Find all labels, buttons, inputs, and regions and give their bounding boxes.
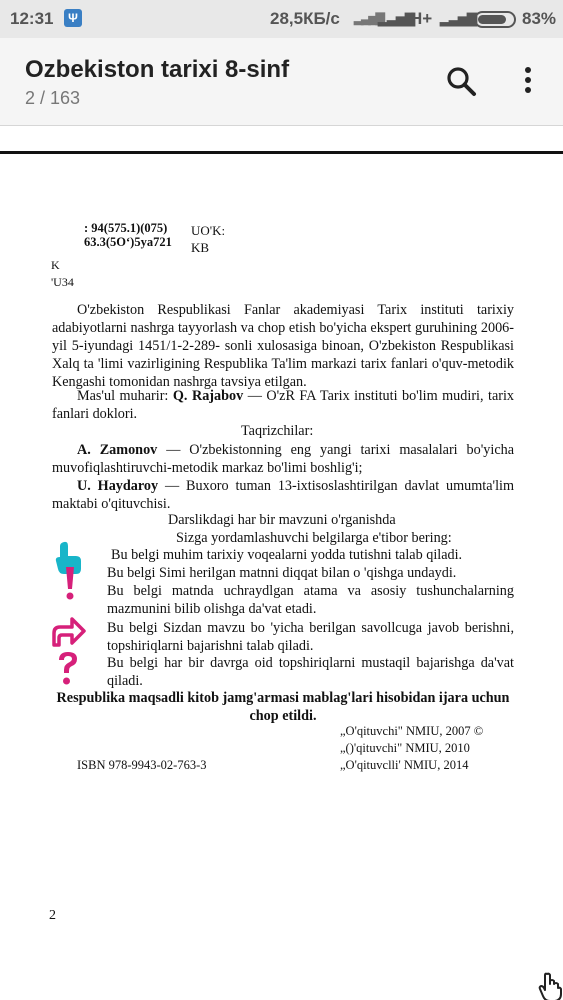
symbols-intro-line1: Darslikdagi har bir mavzuni o'rganishda [168,512,396,528]
bbk-code-line1: : 94(575.1)(075) [84,221,168,235]
touch-hand-icon [538,972,562,1000]
more-options-button[interactable] [516,64,540,98]
search-button[interactable] [444,64,478,98]
signal-strength-icon-2: ▂▃▅▇ [440,11,476,26]
symbol-3-text: Bu belgi matnda uchraydlgan atama va asosiy tushunchalarning mazmunini bilib olishga da'vat etadi. [107,583,514,617]
document-page[interactable] [0,127,563,1000]
isbn: ISBN 978-9943-02-763-3 [77,758,207,772]
exclamation-icon [50,565,90,601]
kbk-label: KB [191,240,210,255]
battery-level [478,15,506,24]
publisher-line-2: „()'qituvchi" NMIU, 2010 [340,741,470,755]
status-time: 12:31 [10,9,54,28]
reviewer-2 [52,477,514,513]
editor-prefix: Mas'ul muharir: [77,388,169,404]
reviewers-heading: Taqrizchilar: [241,423,314,439]
reviewer-2-description: — Buxoro tuman 13-ixtisoslashtirilgan davlat umumta'lim maktabi o'qituvchisi. [52,478,514,512]
reviewer-2-name: U. Haydaroy [77,478,159,494]
page-number: 2 [49,908,56,923]
symbols-intro-line2: Sizga yordamlashuvchi belgilarga e'tibor bering: [176,530,452,546]
publisher-line-3: „O'qituvclli' NMIU, 2014 [340,758,469,772]
network-type: H+ [410,9,433,28]
signal-icon: ▂▃▅▇ [354,11,383,25]
network-speed: 28,5КБ/с [270,9,340,28]
question-icon [48,650,88,686]
search-icon [444,64,478,98]
publisher-line-1: „O'qituvchi" NMIU, 2007 © [340,724,484,738]
symbol-5-text: Bu belgi har bir davrga oid topshiriqlarni mustaqil bajarishga da'vat qiladi. [107,655,514,689]
approval-paragraph: O'zbekiston Respublikasi Fanlar akademiyasi Tarix instituti tarixiy adabiyotlarni nashrga tayyorlash va chop etish bo'yicha ekspert guruhining 2006-yil 5-iyundagi 1451/1-2-289- sonli xulosasiga binoan, O'zbekiston Respublikasi Xalq ta 'limi vazirligining Respublika Ta'lim markazi tarix fanlari o'quv-metodik Kengashi tomonidan nashrga tavsiya etilgan. [52,302,514,390]
battery-percent: 83% [522,9,557,28]
status-bar [0,0,563,38]
battery-icon [474,11,516,28]
document-title: Ozbekiston tarixi 8-sinf [25,56,290,83]
author-code: 'U34 [51,275,74,289]
signal-strength-icon: ▂▃▅▇ [378,11,414,26]
bbk-code-line2: 63.3(5O‘)5ya721 [84,235,172,249]
editor-description: — O'zR FA Tarix instituti bo'lim mudiri, tarix fanlari doklori. [52,388,515,422]
symbol-1-text: Bu belgi muhim tarixiy voqealarni yodda tutishni talab qiladi. [111,547,463,563]
k-letter: K [51,258,60,272]
editor-paragraph [52,387,514,423]
arrow-hand-icon [48,615,88,651]
reviewer-1-description: — O'zbekistonning eng yangi tarixi masalalari bo'yicha muvofiqlashtiruvchi-metodik markaz bo'limi boshlig'i; [52,442,515,476]
app-bar [0,38,563,126]
symbol-2-text: Bu belgi Simi herilgan matnni diqqat bilan o 'qishga undaydi. [107,565,457,581]
funding-note: Respublika maqsadli kitob jamg'armasi mablag'lari hisobidan ijara uchun chop etildi. [56,690,510,724]
page-indicator: 2 / 163 [25,88,81,108]
reviewer-1-name: A. Zamonov [77,442,158,458]
app-notification-icon: Ψ [64,9,82,27]
udk-label: UO'K: [191,223,226,238]
more-vert-icon [516,64,540,98]
page-top-rule [0,151,563,154]
editor-name: Q. Rajabov [172,388,244,404]
reviewer-1 [52,441,514,477]
symbol-4-text: Bu belgi Sizdan mavzu bo 'yicha berilgan savollcuga javob berishni, topshiriqlarni bajarishni talab qiladi. [107,620,514,654]
